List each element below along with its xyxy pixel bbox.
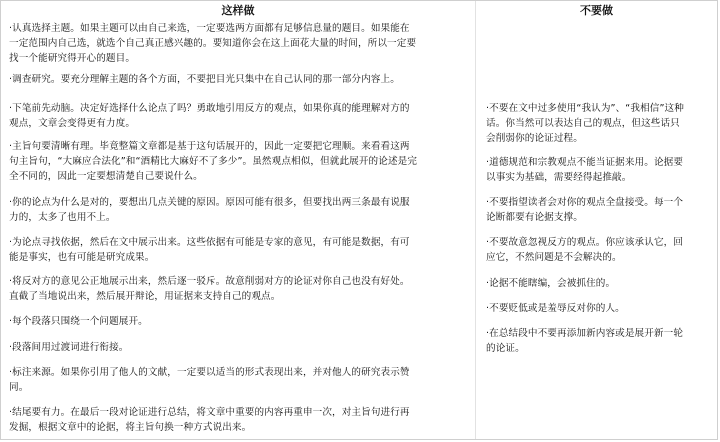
dont-item-insult: ·不要贬低或是羞辱反对你的人。 <box>486 303 625 314</box>
do-item-counterargument: ·将反对方的意见公正地展示出来，然后逐一驳斥。故意削弱对方的论证对你自己也没有好处。 直截了当地说出来，然后展开辩论，用证据来支持自己的观点。 <box>9 276 410 302</box>
do-column-header: 这样做 <box>221 4 255 17</box>
do-item-sources: ·标注来源。如果你引用了他人的文献，一定要以适当的形式表现出来，并对他人的研究表示赞 同。 <box>9 367 410 393</box>
dont-item-morality: ·道德规范和宗教观点不能当证据来用。论据要 以事实为基础，需要经得起推敲。 <box>486 157 684 183</box>
dont-column-header: 不要做 <box>580 4 613 17</box>
do-item-paragraph: ·每个段落只围绕一个问题展开。 <box>9 316 148 327</box>
do-item-think: ·下笔前先动脑。决定好选择什么论点了吗？勇敢地引用反方的观点，如果你真的能理解对方的 观点，文章会变得更有力度。 <box>9 103 410 129</box>
do-item-thesis: ·主旨句要清晰有理。毕竟整篇文章都是基于这句话展开的，因此一定要把它理顺。来看看这两 句主旨句，“大麻应合法化”和“酒精比大麻好不了多少”。虽然观点相似，但就此展开的论述是完 全不同的，因此一定要想清楚自己要说什么。 <box>9 141 418 182</box>
dont-item-ignore: ·不要故意忽视反方的观点。你应该承认它，回 应它，不然问题是不会解决的。 <box>486 237 684 263</box>
do-item-research: ·调查研究。要充分理解主题的各个方面，不要把目光只集中在自己认同的那一部分内容上。 <box>9 74 400 85</box>
dont-item-acceptance: ·不要指望读者会对你的观点全盘接受。每一个 论断都要有论据支撑。 <box>486 197 684 223</box>
dont-item-fabricate: ·论据不能瞎编，会被抓住的。 <box>486 278 616 289</box>
do-column <box>1 1 476 439</box>
dont-item-i-think: ·不要在文中过多使用“我认为”、“我相信”这种 话。你当然可以表达自己的观点，但这些话只 会削弱你的论证过程。 <box>486 103 684 144</box>
dont-column <box>476 1 717 439</box>
do-item-evidence: ·为论点寻找依据，然后在文中展示出来。这些依据有可能是专家的意见，有可能是数据，有可 能是事实，也有可能是研究成果。 <box>9 237 410 263</box>
do-item-conclusion: ·结尾要有力。在最后一段对论证进行总结，将文章中重要的内容再重申一次，对主旨句进行再 发掘，根据文章中的论据，将主旨句换一种方式说出来。 <box>9 407 410 433</box>
do-item-reasons: ·你的论点为什么是对的，要想出几点关键的原因。原因可能有很多，但要找出两三条最有说服 力的，太多了也用不上。 <box>9 197 410 223</box>
dont-item-new-content: ·在总结段中不要再添加新内容或是展开新一轮 的论证。 <box>486 328 684 354</box>
do-item-transitions: ·段落间用过渡词进行衔接。 <box>9 342 129 353</box>
do-item-topic: ·认真选择主题。如果主题可以由自己来选，一定要选两方面都有足够信息量的题目。如果能在 一定范围内自己选，就选个自己真正感兴趣的。要知道你会在这上面花大量的时间，所以一定要 找一个能研究得开心的题目。 <box>9 23 417 64</box>
